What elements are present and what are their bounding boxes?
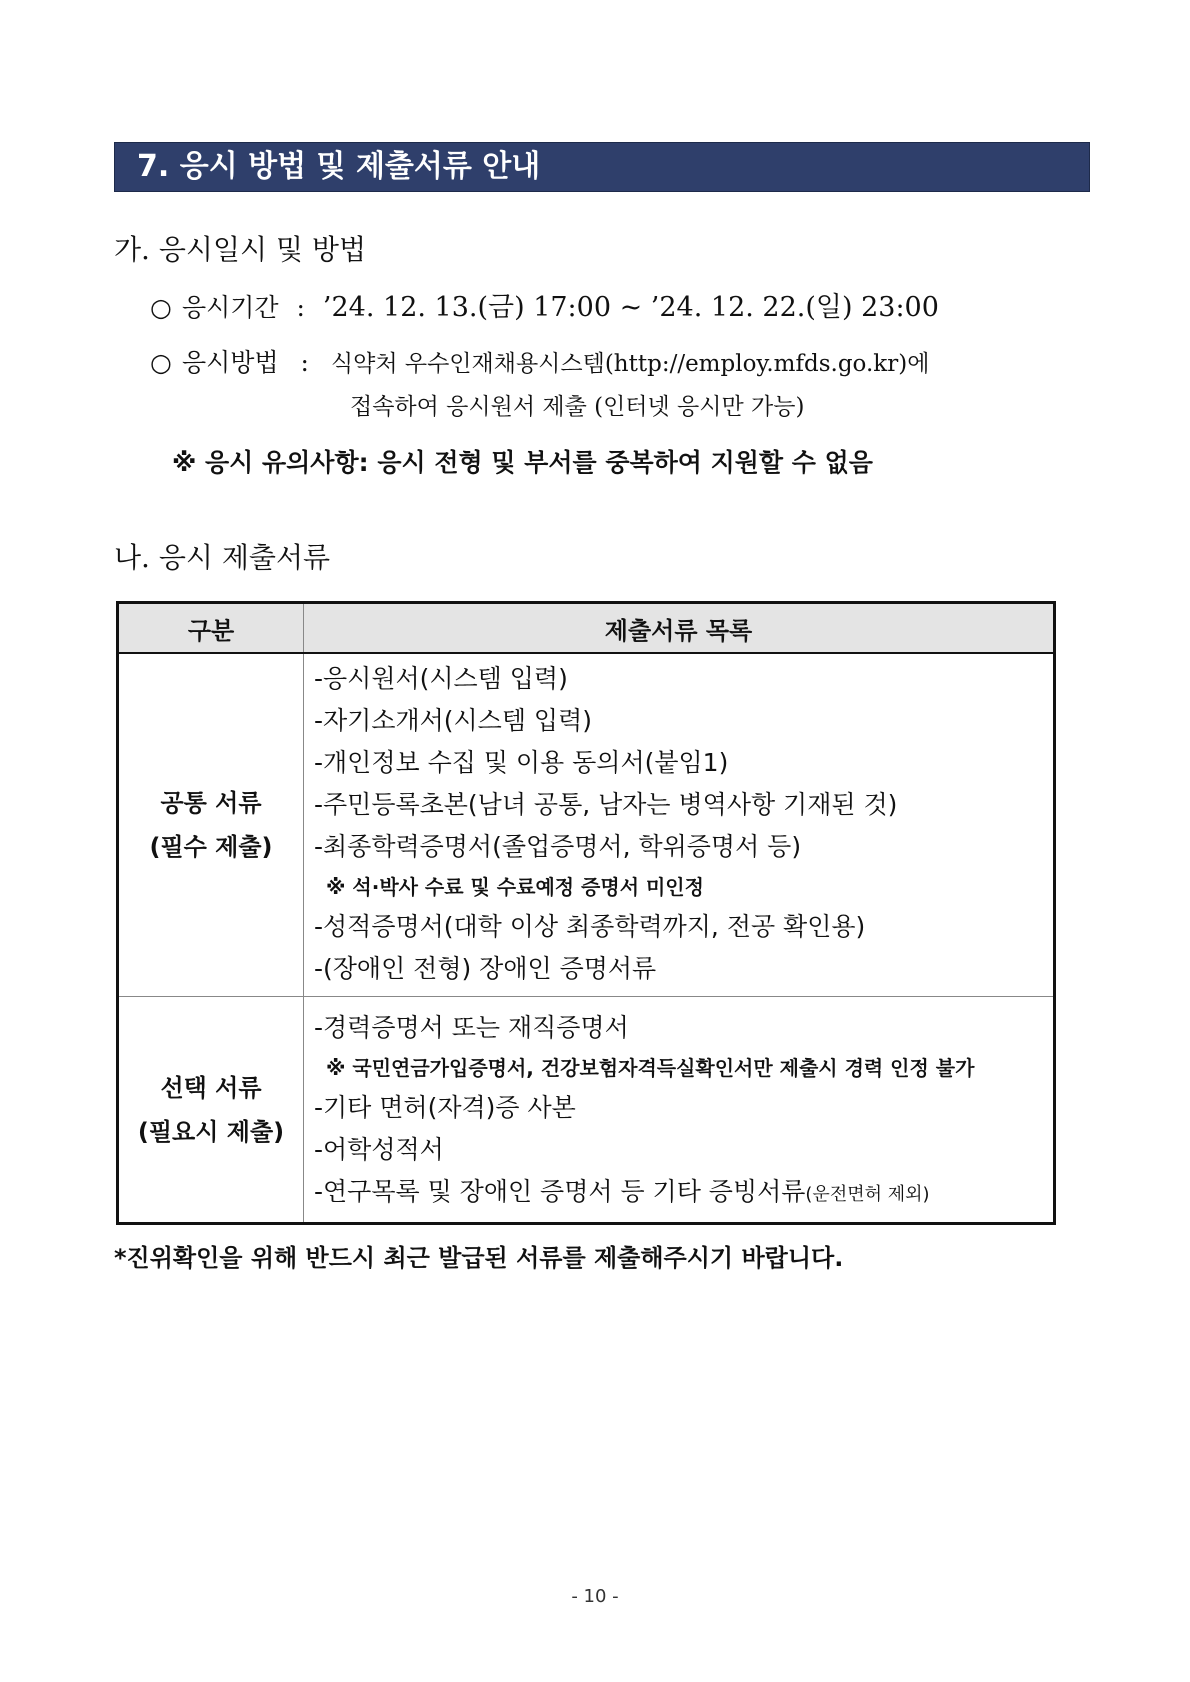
common-note: ※ 석·박사 수료 및 수료예정 증명서 미인정 <box>326 875 704 899</box>
subsection-a-heading: 가. 응시일시 및 방법 <box>114 233 366 266</box>
list-item: -(장애인 전형) 장애인 증명서류 <box>314 954 657 983</box>
category-optional-label: 선택 서류 <box>160 1073 262 1102</box>
category-optional-sub: (필요시 제출) <box>137 1117 285 1146</box>
list-item: -기타 면허(자격)증 사본 <box>314 1093 576 1122</box>
list-item: -어학성적서 <box>314 1135 444 1164</box>
category-common <box>118 653 304 997</box>
list-item: -개인정보 수집 및 이용 동의서(붙임1) <box>314 748 729 777</box>
method-line2: 접속하여 응시원서 제출 (인터넷 응시만 가능) <box>350 394 805 420</box>
list-item: -주민등록초본(남녀 공통, 남자는 병역사항 기재된 것) <box>314 790 898 819</box>
list-item: -성적증명서(대학 이상 최종학력까지, 전공 확인용) <box>314 912 866 941</box>
table-header-row <box>118 603 1055 654</box>
item4-small: (운전면허 제외) <box>805 1184 930 1205</box>
period-value: ’24. 12. 13.(금) 17:00 ~ ’24. 12. 22.(일) 23:00 <box>322 292 939 323</box>
optional-items <box>304 997 1055 1224</box>
documents-table <box>116 601 1056 1225</box>
bullet-circle-icon: ○ <box>150 348 172 377</box>
section-title: 7. 응시 방법 및 제출서류 안내 <box>114 142 1090 192</box>
footnote: *진위확인을 위해 반드시 최근 발급된 서류를 제출해주시기 바랍니다. <box>114 1244 844 1272</box>
period-colon: : <box>296 293 305 322</box>
method-line1: 식약처 우수인재채용시스템(http://employ.mfds.go.kr)에 <box>330 351 930 377</box>
table-row-common <box>118 653 1055 997</box>
notice: ※ 응시 유의사항: 응시 전형 및 부서를 중복하여 지원할 수 없음 <box>172 448 873 477</box>
list-item: -경력증명서 또는 재직증명서 <box>314 1013 629 1042</box>
method-colon: : <box>300 348 309 377</box>
header-category: 구분 <box>118 603 304 654</box>
category-optional <box>118 997 304 1224</box>
item4-main: -연구목록 및 장애인 증명서 등 기타 증빙서류 <box>314 1177 806 1206</box>
list-item <box>314 1171 1043 1216</box>
period-row <box>150 285 939 324</box>
page-number: - 10 - <box>571 1586 619 1607</box>
period-label: 응시기간 <box>181 293 279 322</box>
list-item: -응시원서(시스템 입력) <box>314 664 568 693</box>
list-item: -최종학력증명서(졸업증명서, 학위증명서 등) <box>314 832 802 861</box>
subsection-b-heading: 나. 응시 제출서류 <box>114 541 331 574</box>
table-row-optional <box>118 997 1055 1224</box>
header-documents: 제출서류 목록 <box>304 603 1055 654</box>
method-row <box>150 343 929 379</box>
method-label: 응시방법 <box>181 348 279 377</box>
common-items <box>304 653 1055 997</box>
list-item: -자기소개서(시스템 입력) <box>314 706 592 735</box>
category-common-sub: (필수 제출) <box>149 833 273 861</box>
category-common-label: 공통 서류 <box>160 789 262 817</box>
bullet-circle-icon: ○ <box>150 293 172 322</box>
optional-note: ※ 국민연금가입증명서, 건강보험자격득실확인서만 제출시 경력 인정 불가 <box>326 1056 975 1080</box>
